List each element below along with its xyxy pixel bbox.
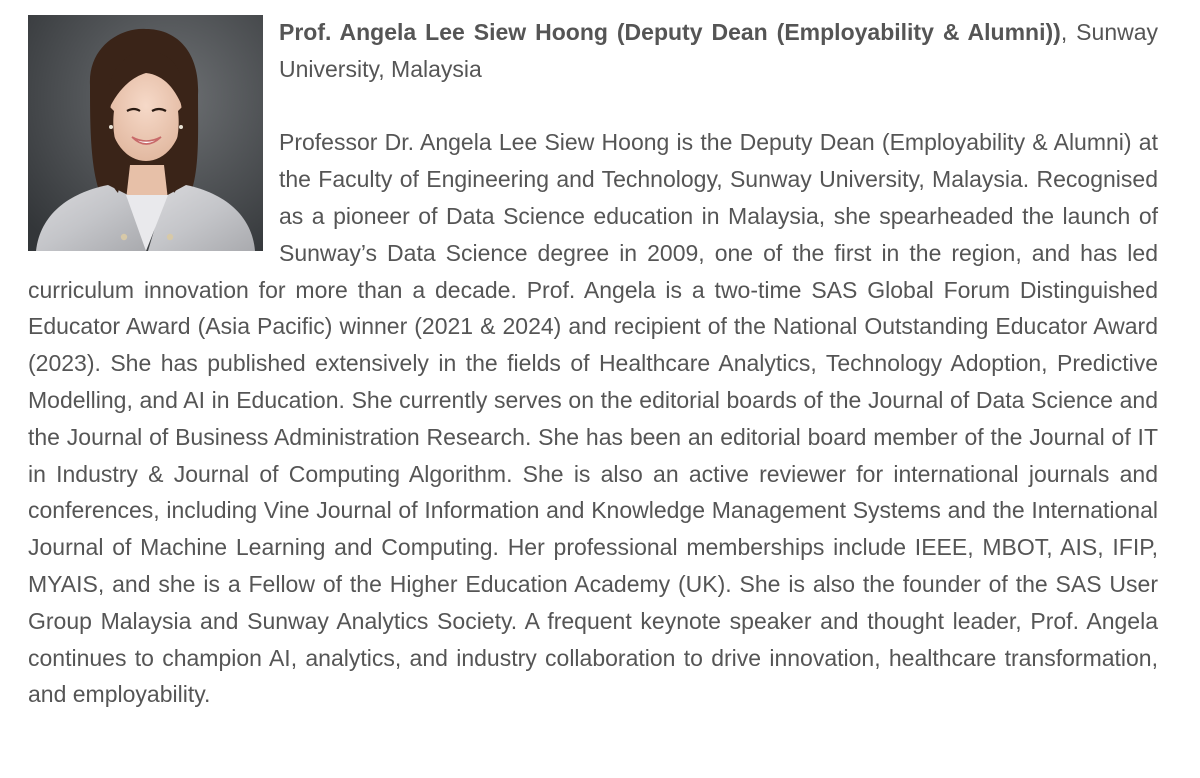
portrait-illustration (28, 15, 263, 251)
speaker-biography: Professor Dr. Angela Lee Siew Hoong is the Deputy Dean (Employability & Alumni) at the Faculty of Engineering and Technology, Sunway University, Malaysia. Recognised as a pioneer of Data Science education in Malaysia, she spearheaded the launch of Sunway’s Data Science degree in 2009, one of the first in the region, and has led curriculum innovation for more than a decade. Prof. Angela is a two-time SAS Global Forum Distinguished Educator Award (Asia Pacific) winner (2021 & 2024) and recipient of the National Outstanding Educator Award (2023). She has published extensively in the fields of Healthcare Analytics, Technology Adoption, Predictive Modelling, and AI in Education. She currently serves on the editorial boards of the Journal of Data Science and the Journal of Business Administration Research. She has been an editorial board member of the Journal of IT in Industry & Journal of Computing Algorithm. She is also an active reviewer for international journals and conferences, including Vine Journal of Information and Knowledge Management Systems and the International Journal of Machine Learning and Computing. Her professional memberships include IEEE, MBOT, AIS, IFIP, MYAIS, and she is a Fellow of the Higher Education Academy (UK). She is also the founder of the SAS User Group Malaysia and Sunway Analytics Society. A frequent keynote speaker and thought leader, Prof. Angela continues to champion AI, analytics, and industry collaboration to drive innovation, healthcare transformation, and employability. (28, 129, 1158, 708)
speaker-photo (28, 15, 263, 251)
speaker-bio-block (28, 14, 1158, 713)
speaker-affiliation: , Sunway University, Malaysia (279, 19, 1159, 82)
speaker-name-title: Prof. Angela Lee Siew Hoong (Deputy Dean (Employability & Alumni)) (279, 19, 1061, 45)
